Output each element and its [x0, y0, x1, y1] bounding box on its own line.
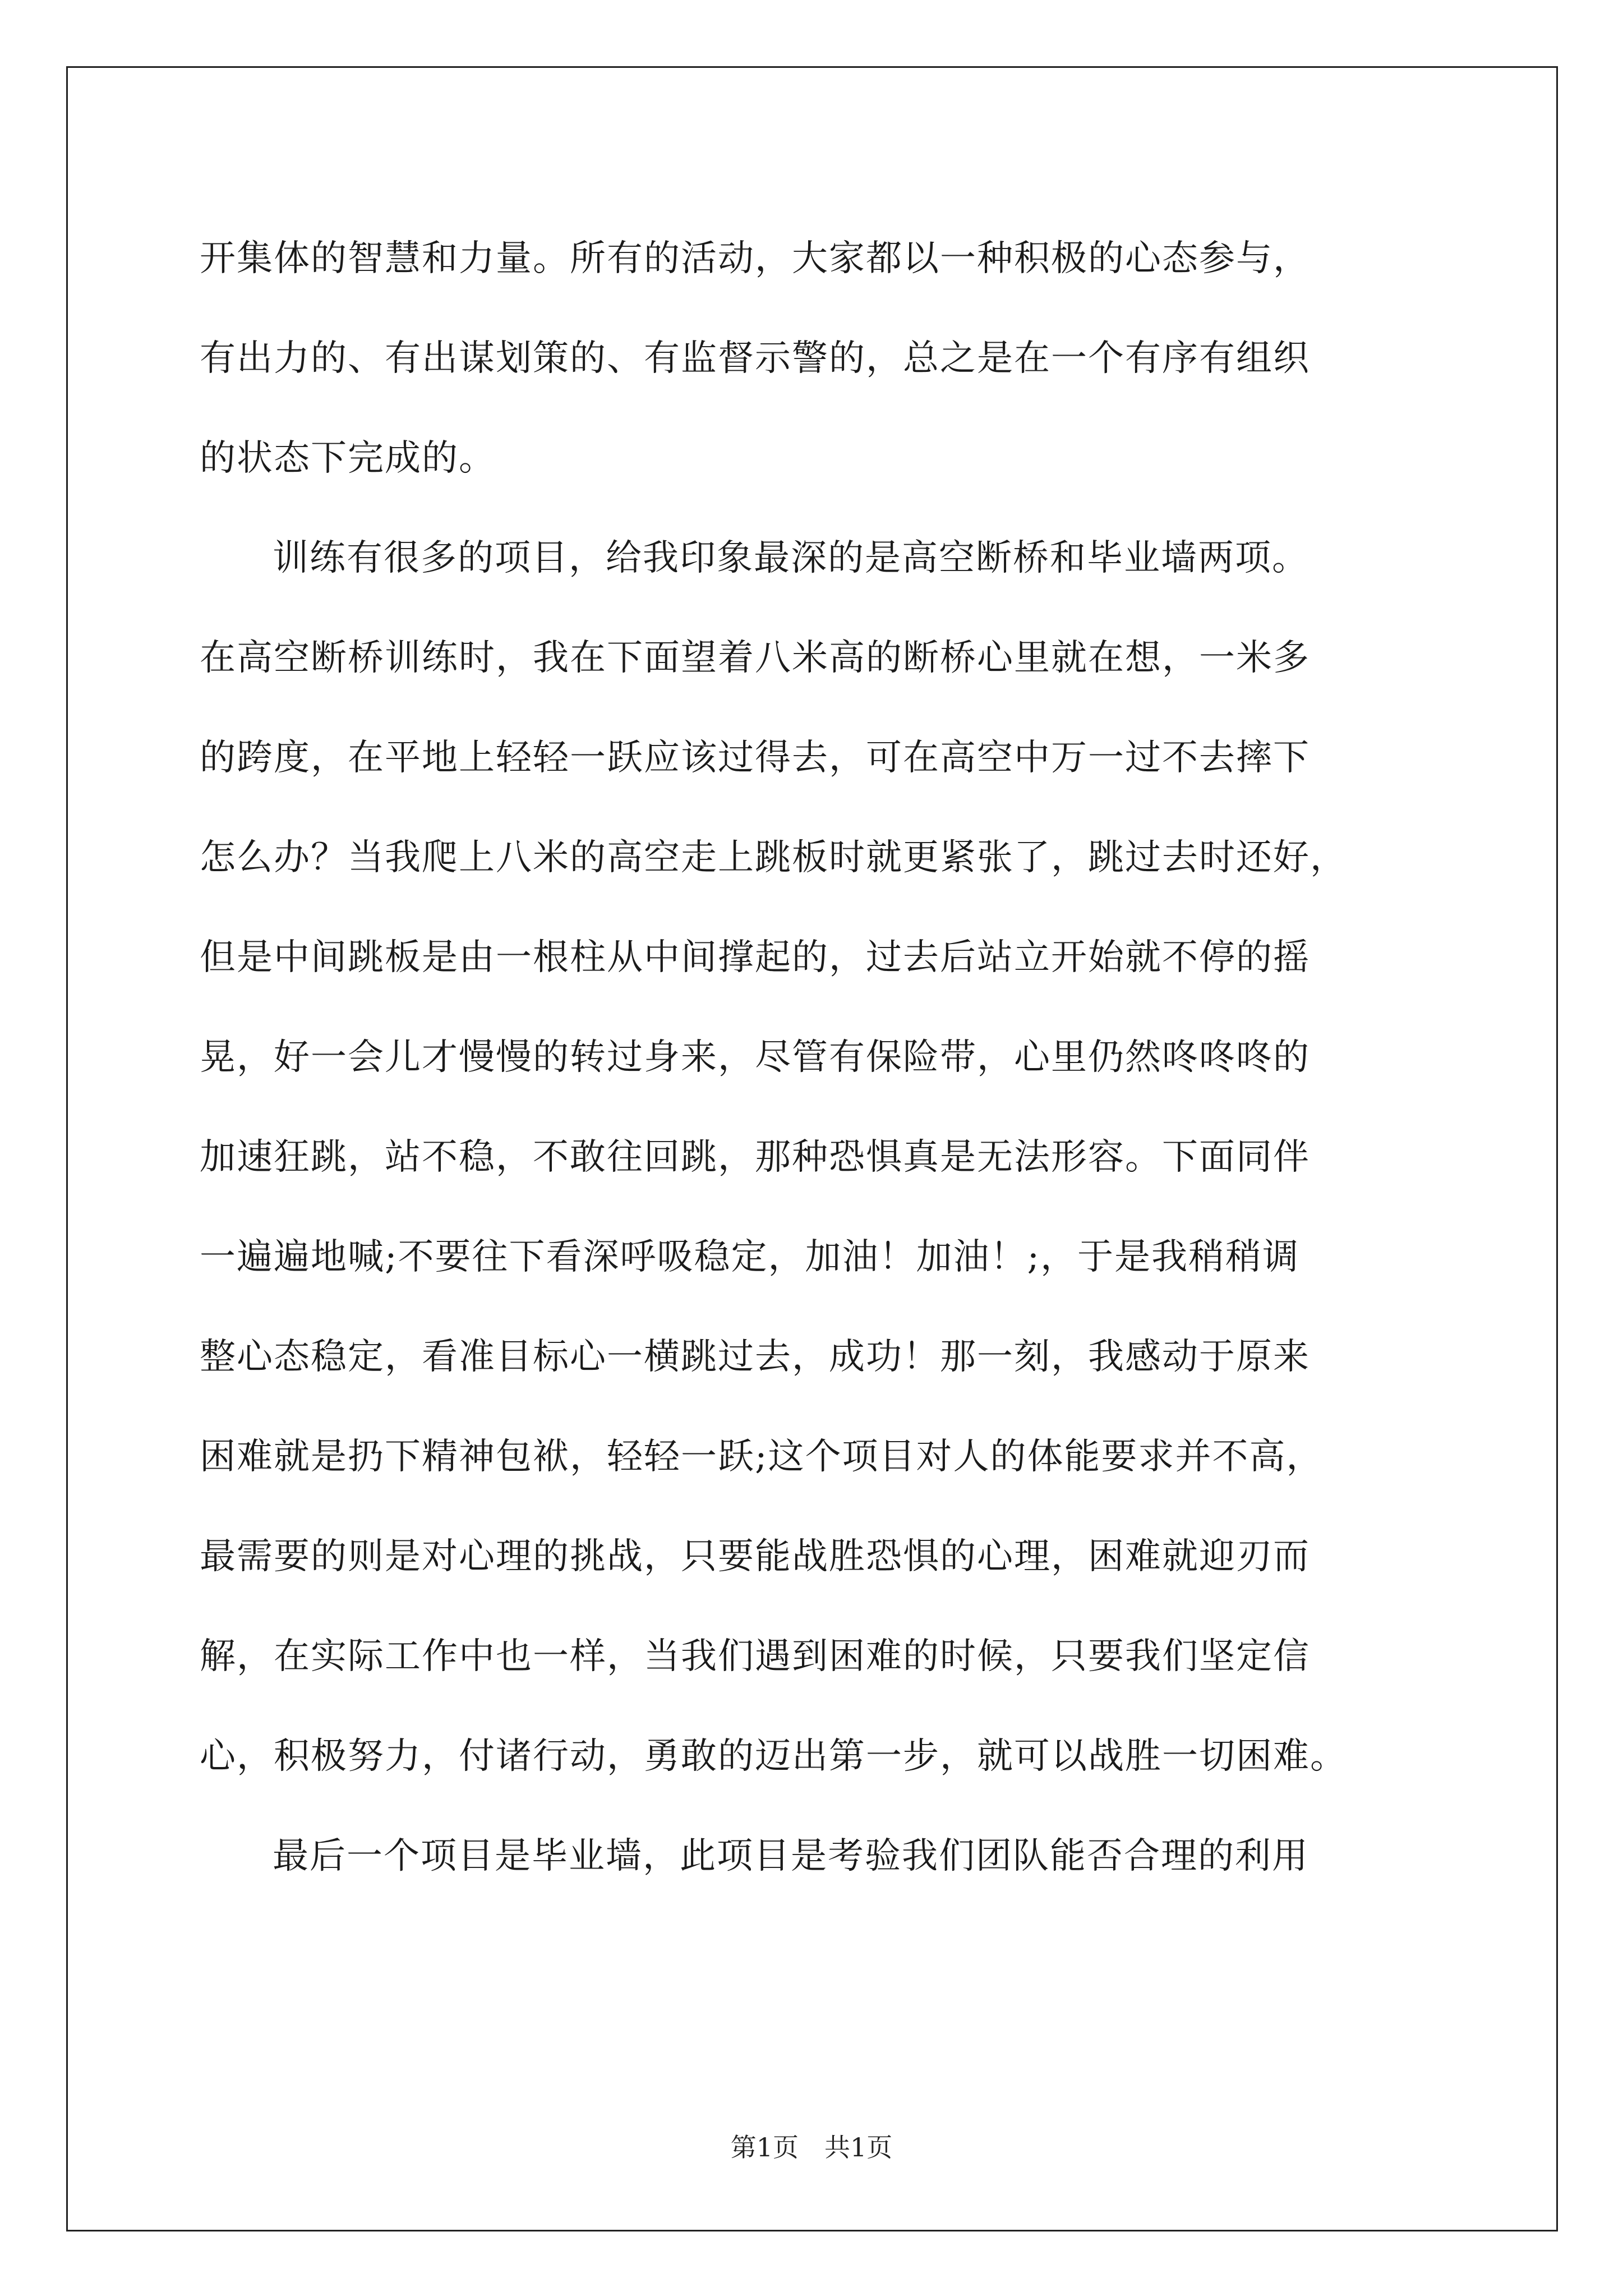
- text-line: 一遍遍地喊;不要往下看深呼吸稳定，加油！加油！;，于是我稍稍调: [200, 1236, 1300, 1278]
- text-line: 训练有很多的项目，给我印象最深的是高空断桥和毕业墙两项。: [273, 537, 1309, 579]
- text-line: 解，在实际工作中也一样，当我们遇到困难的时候，只要我们坚定信: [200, 1636, 1310, 1677]
- page-footer: 第1页 共1页: [730, 2132, 893, 2162]
- text-line: 心，积极努力，付诸行动，勇敢的迈出第一步，就可以战胜一切困难。: [200, 1736, 1347, 1777]
- document-body: [200, 209, 1456, 1906]
- text-line: 的状态下完成的。: [200, 438, 496, 479]
- text-line: 最需要的则是对心理的挑战，只要能战胜恐惧的心理，困难就迎刃而: [200, 1536, 1310, 1577]
- text-line: 困难就是扔下精神包袱，轻轻一跃;这个项目对人的体能要求并不高，: [200, 1436, 1324, 1478]
- text-line: 在高空断桥训练时，我在下面望着八米高的断桥心里就在想，一米多: [200, 637, 1310, 679]
- text-line: 有出力的、有出谋划策的、有监督示警的，总之是在一个有序有组织: [200, 338, 1310, 379]
- text-line: 整心态稳定，看准目标心一横跳过去，成功！那一刻，我感动于原来: [200, 1336, 1310, 1378]
- text-line: 晃，好一会儿才慢慢的转过身来，尽管有保险带，心里仍然咚咚咚的: [200, 1037, 1310, 1078]
- text-line: 最后一个项目是毕业墙，此项目是考验我们团队能否合理的利用: [273, 1835, 1309, 1877]
- text-line: 怎么办？当我爬上八米的高空走上跳板时就更紧张了，跳过去时还好，: [200, 837, 1347, 878]
- text-line: 的跨度，在平地上轻轻一跃应该过得去，可在高空中万一过不去摔下: [200, 737, 1310, 779]
- text-line: 开集体的智慧和力量。所有的活动，大家都以一种积极的心态参与，: [200, 238, 1310, 279]
- text-line: 加速狂跳，站不稳，不敢往回跳，那种恐惧真是无法形容。下面同伴: [200, 1137, 1310, 1178]
- text-line: 但是中间跳板是由一根柱从中间撑起的，过去后站立开始就不停的摇: [200, 937, 1310, 978]
